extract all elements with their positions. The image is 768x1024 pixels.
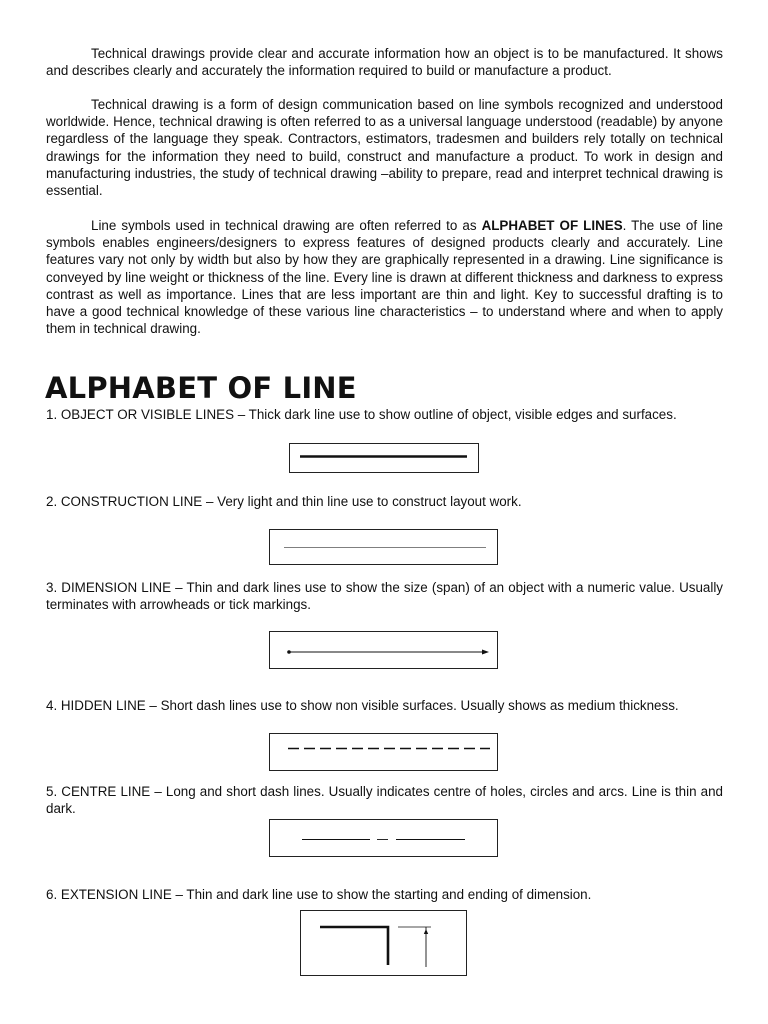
dimension-line-sample-box: [269, 631, 498, 669]
intro-paragraph-3-text-start: Line symbols used in technical drawing are often referred to as: [91, 218, 482, 233]
object-line-sample-box: [289, 443, 479, 473]
construction-line-description: 2. CONSTRUCTION LINE – Very light and thin line use to construct layout work.: [46, 494, 522, 509]
intro-paragraph-1-text: Technical drawings provide clear and accurate information how an object is to be manufactured. It shows and describes clearly and accurately the information required to build or manufacture a product.: [46, 46, 723, 79]
arrowhead-icon: [482, 650, 489, 655]
intro-paragraph-2-text: Technical drawing is a form of design communication based on line symbols recognized and understood worldwide. Hence, technical drawing is often referred to as a universal language understood (readable) by anyone regardless of the language they speak. Contractors, estimators, tradesmen and builders rely totally on technical drawings for the information they need to build, construct and manufacture a product. To work in design and manufacturing industries, the study of technical drawing –ability to prepare, read and interpret technical drawing is essential.: [46, 97, 723, 199]
object-line-sample: [290, 444, 478, 472]
section-heading: ALPHABET OF LINE: [45, 371, 357, 405]
construction-line-sample: [270, 530, 497, 564]
hidden-line-description: 4. HIDDEN LINE – Short dash lines use to show non visible surfaces. Usually shows as medium thickness.: [46, 698, 679, 713]
intro-paragraph-2: [46, 96, 723, 199]
construction-line-sample-box: [269, 529, 498, 565]
dimension-line-dot: [287, 650, 291, 654]
dimension-line-sample: [270, 632, 497, 668]
intro-paragraph-1: [46, 45, 723, 79]
hidden-line-sample-box: [269, 733, 498, 771]
dimension-line-description: 3. DIMENSION LINE – Thin and dark lines use to show the size (span) of an object with a numeric value. Usually terminates with arrowheads or tick markings.: [46, 580, 723, 613]
arrowhead-icon: [424, 929, 428, 934]
object-outline: [320, 927, 388, 965]
extension-line-description: 6. EXTENSION LINE – Thin and dark line use to show the starting and ending of dimension.: [46, 887, 592, 902]
centre-line-sample-box: [269, 819, 498, 857]
extension-line-sample-box: [300, 910, 467, 976]
intro-paragraph-3-text-end: . The use of line symbols enables engineers/designers to express features of designed products clearly and accurately. Line features vary not only by width but also by how they are graphically represented in a drawing. Line significance is conveyed by line weight or thickness of the line. Every line is drawn at different thickness and darkness to express contrast as well as importance. Lines that are less important are thin and light. Key to successful drafting is to have a good technical knowledge of these various line characteristics – to understand where and when to apply them in technical drawing.: [46, 218, 723, 337]
object-line-description: 1. OBJECT OR VISIBLE LINES – Thick dark line use to show outline of object, visible edges and surfaces.: [46, 407, 677, 422]
extension-line-sample: [301, 911, 466, 975]
intro-paragraph-3: [46, 217, 723, 337]
centre-line-sample: [270, 820, 497, 856]
hidden-line-sample: [270, 734, 497, 770]
centre-line-description: 5. CENTRE LINE – Long and short dash lines. Usually indicates centre of holes, circles and arcs. Line is thin and dark.: [46, 784, 723, 817]
alphabet-of-lines-term: ALPHABET OF LINES: [481, 218, 623, 233]
